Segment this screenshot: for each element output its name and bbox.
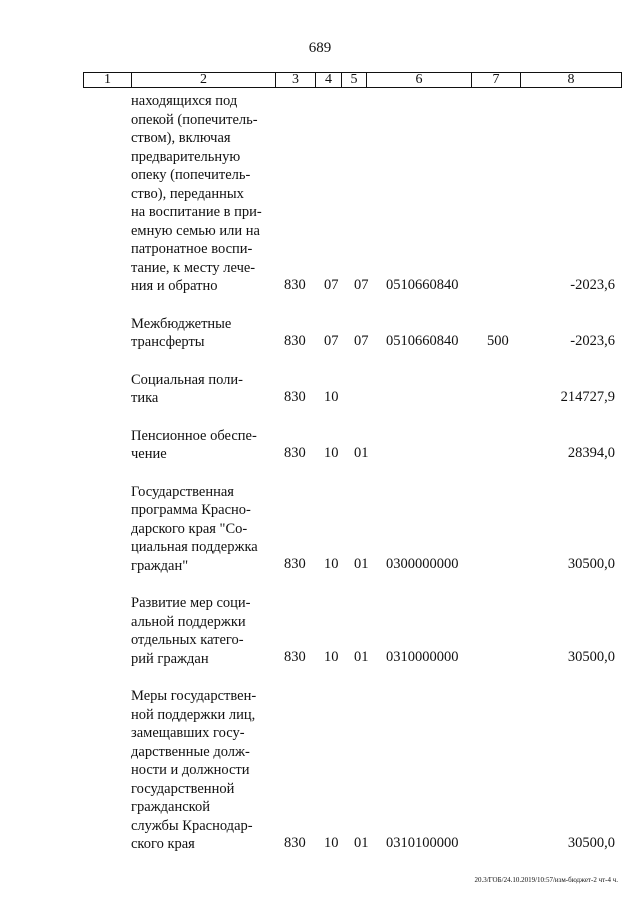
cell-col-3: 830 <box>284 332 306 349</box>
cell-col-7: 500 <box>487 332 509 349</box>
cell-col-6: 0510660840 <box>386 276 459 293</box>
row-description: Развитие мер соци- альной поддержки отдельных катего- рий граждан <box>131 595 251 667</box>
cell-col-6: 0300000000 <box>386 556 459 572</box>
cell-col-4: 10 <box>324 444 339 461</box>
cell-col-4: 07 <box>324 276 339 293</box>
page-number: 689 <box>308 40 332 56</box>
table-row <box>83 371 623 408</box>
cell-col-8: 28394,0 <box>567 444 615 461</box>
table-row <box>83 315 623 352</box>
table-row <box>83 594 623 668</box>
header-col-6: 6 <box>367 73 472 88</box>
header-col-5: 5 <box>342 73 367 88</box>
row-description: находящихся под опекой (попечитель- ством), включая предварительную опеку (попечитель- ство), переданных на воспитание в при- емную семью или на патронатное воспи- тание, к месту лече- ния и обратно <box>131 93 262 294</box>
header-col-8: 8 <box>521 73 622 88</box>
cell-col-4: 10 <box>324 388 339 405</box>
cell-col-5: 01 <box>354 649 369 665</box>
header-col-2: 2 <box>132 73 276 88</box>
table-row <box>83 483 623 576</box>
cell-col-6: 0510660840 <box>386 332 459 349</box>
cell-col-5: 01 <box>354 556 369 572</box>
cell-col-8: 30500,0 <box>567 834 615 851</box>
table-row <box>83 687 623 854</box>
row-description: Меры государствен- ной поддержки лиц, замещавших госу- дарственные долж- ности и должности государственной гражданской службы Краснодар- ского края <box>131 688 257 852</box>
cell-col-6: 0310100000 <box>386 834 459 851</box>
cell-col-5: 01 <box>354 444 369 461</box>
cell-col-8: 214727,9 <box>560 388 615 405</box>
cell-col-8: 30500,0 <box>567 649 615 665</box>
header-col-4: 4 <box>316 73 342 88</box>
cell-col-4: 10 <box>324 556 339 572</box>
cell-col-8: -2023,6 <box>570 276 615 293</box>
row-description: Социальная поли- тика <box>131 371 243 406</box>
cell-col-8: -2023,6 <box>570 332 615 349</box>
header-col-7: 7 <box>472 73 521 88</box>
cell-col-4: 10 <box>324 649 339 665</box>
cell-col-3: 830 <box>284 444 306 461</box>
cell-col-8: 30500,0 <box>567 556 615 572</box>
cell-col-3: 830 <box>284 649 306 665</box>
row-description: Государственная программа Красно- дарского края "Со- циальная поддержка граждан" <box>131 483 258 574</box>
header-col-3: 3 <box>276 73 316 88</box>
table-row <box>83 92 623 296</box>
row-description: Пенсионное обеспе- чение <box>131 427 257 462</box>
cell-col-5: 07 <box>354 276 369 293</box>
budget-table-body <box>83 92 623 873</box>
cell-col-6: 0310000000 <box>386 649 459 665</box>
column-number-header <box>83 72 622 88</box>
header-col-1: 1 <box>84 73 132 88</box>
cell-col-5: 01 <box>354 834 369 851</box>
cell-col-3: 830 <box>284 834 306 851</box>
cell-col-4: 07 <box>324 332 339 349</box>
cell-col-5: 07 <box>354 332 369 349</box>
cell-col-3: 830 <box>284 556 306 572</box>
cell-col-4: 10 <box>324 834 339 851</box>
row-description: Межбюджетные трансферты <box>131 315 232 350</box>
cell-col-3: 830 <box>284 388 306 405</box>
table-row <box>83 427 623 464</box>
cell-col-3: 830 <box>284 276 306 293</box>
document-stamp: 20.3/ГОБ/24.10.2019/10:57/изм-бюджет-2 чт-4 ч. <box>474 876 618 884</box>
